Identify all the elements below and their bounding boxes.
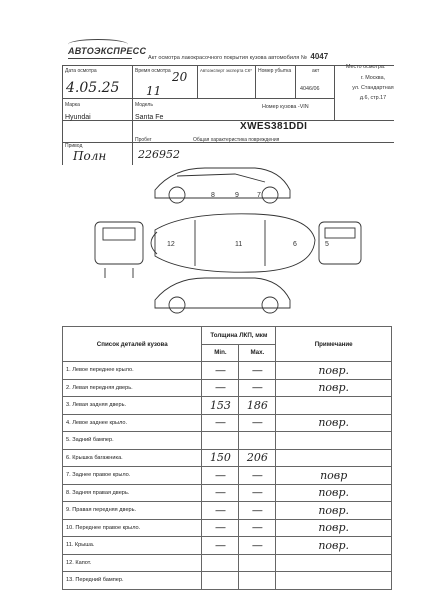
part-name: 3. Левая задняя дверь.	[63, 397, 202, 415]
title-text: Акт осмотра лакокрасочного покрытия кузова автомобиля №	[148, 55, 307, 61]
document-title	[148, 52, 328, 61]
place-address	[350, 73, 396, 103]
thickness-max: —	[239, 362, 276, 380]
thickness-max: 206	[239, 449, 276, 467]
col-thickness-header: Толщина ЛКП, мкм	[202, 327, 276, 345]
parts-rows	[63, 362, 392, 590]
note	[276, 432, 392, 450]
col-note-header: Примечание	[276, 327, 392, 362]
note: повр	[276, 467, 392, 485]
part-name: 5. Задний бампер.	[63, 432, 202, 450]
model-label: Модель	[135, 102, 153, 108]
logo-text: АВТОЭКСПРЕСС	[68, 46, 147, 56]
note	[276, 449, 392, 467]
thickness-max: —	[239, 519, 276, 537]
car-diagram	[85, 160, 365, 315]
thickness-min: 153	[202, 397, 239, 415]
table-row	[63, 432, 392, 450]
part-name: 11. Крыша.	[63, 537, 202, 555]
car-front-view	[95, 222, 143, 278]
note: повр.	[276, 414, 392, 432]
table-row	[63, 414, 392, 432]
note	[276, 397, 392, 415]
col-min-header: Min.	[202, 344, 239, 362]
part-name: 13. Передний бампер.	[63, 572, 202, 590]
thickness-min: —	[202, 502, 239, 520]
note: повр.	[276, 484, 392, 502]
table-row	[63, 397, 392, 415]
thickness-min: —	[202, 362, 239, 380]
make-label: Марка	[65, 102, 80, 108]
company-logo	[68, 46, 147, 62]
part-name: 9. Правая передняя дверь.	[63, 502, 202, 520]
time-hour: 11	[146, 84, 162, 98]
note: повр.	[276, 362, 392, 380]
zone-label: 6	[293, 241, 297, 248]
date-label: Дата осмотра	[65, 68, 97, 74]
thickness-max: —	[239, 414, 276, 432]
thickness-max: —	[239, 379, 276, 397]
part-name: 12. Капот.	[63, 554, 202, 572]
act-label: акт	[312, 68, 320, 74]
table-row	[63, 537, 392, 555]
mileage-value: 226952	[138, 148, 180, 161]
thickness-max: —	[239, 537, 276, 555]
car-side-view-top	[155, 168, 290, 203]
col-max-header: Max.	[239, 344, 276, 362]
part-name: 6. Крышка багажника.	[63, 449, 202, 467]
act-number: 4047	[310, 52, 329, 61]
thickness-max: 186	[239, 397, 276, 415]
table-row	[63, 502, 392, 520]
thickness-min	[202, 432, 239, 450]
place-line: д.6, стр.17	[359, 95, 387, 101]
loss-number-label: Номер убытка	[258, 68, 292, 74]
car-side-view-bottom	[155, 278, 290, 313]
thickness-min: 150	[202, 449, 239, 467]
col-parts-header: Список деталей кузова	[63, 327, 202, 362]
thickness-max	[239, 554, 276, 572]
part-name: 8. Задняя правая дверь.	[63, 484, 202, 502]
vin-label: Номер кузова -VIN	[262, 104, 309, 110]
date-value: 4.05.25	[66, 80, 120, 96]
note: повр.	[276, 519, 392, 537]
table-row	[63, 554, 392, 572]
note: повр.	[276, 502, 392, 520]
time-minute: 20	[172, 70, 188, 84]
part-name: 4. Левое заднее крыло.	[63, 414, 202, 432]
thickness-min: —	[202, 484, 239, 502]
note: повр.	[276, 537, 392, 555]
thickness-min: —	[202, 467, 239, 485]
zone-label: 5	[325, 241, 329, 248]
car-top-view	[151, 214, 315, 272]
make-value: Hyundai	[65, 114, 91, 121]
part-name: 7. Заднее правое крыло.	[63, 467, 202, 485]
table-row	[63, 519, 392, 537]
drive-label: Привод	[65, 143, 83, 149]
time-label: Время осмотра	[135, 68, 171, 74]
table-row	[63, 379, 392, 397]
part-name: 2. Левая передняя дверь.	[63, 379, 202, 397]
expert-label: Автоэксперт эксперта СК*	[200, 68, 252, 73]
thickness-min: —	[202, 519, 239, 537]
place-label: Место осмотра:	[346, 64, 386, 70]
table-row	[63, 484, 392, 502]
drive-value: Полн	[73, 149, 107, 163]
thickness-min: —	[202, 414, 239, 432]
thickness-max: —	[239, 467, 276, 485]
thickness-min	[202, 554, 239, 572]
thickness-min: —	[202, 379, 239, 397]
zone-label: 12	[167, 241, 175, 248]
thickness-max: —	[239, 484, 276, 502]
damage-label: Общая характеристика повреждения	[193, 137, 280, 143]
mileage-label: Пробег	[135, 137, 152, 143]
zone-label: 7	[257, 192, 261, 199]
act-value: 4046/06	[300, 86, 320, 92]
vin-value: XWES381DDI	[240, 121, 308, 132]
note: повр.	[276, 379, 392, 397]
part-name: 10. Переднее правое крыло.	[63, 519, 202, 537]
zone-label: 8	[211, 192, 215, 199]
model-value: Santa Fe	[135, 114, 164, 121]
place-line: ул. Стандартная	[352, 85, 394, 91]
place-line: г. Москва,	[360, 75, 386, 81]
parts-table	[62, 326, 392, 590]
note	[276, 572, 392, 590]
note	[276, 554, 392, 572]
part-name: 1. Левое переднее крыло.	[63, 362, 202, 380]
thickness-max	[239, 572, 276, 590]
zone-label: 9	[235, 192, 239, 199]
zone-label: 11	[235, 241, 243, 248]
table-row	[63, 362, 392, 380]
thickness-max: —	[239, 502, 276, 520]
thickness-min	[202, 572, 239, 590]
table-row	[63, 449, 392, 467]
thickness-min: —	[202, 537, 239, 555]
table-row	[63, 467, 392, 485]
thickness-max	[239, 432, 276, 450]
table-row	[63, 572, 392, 590]
